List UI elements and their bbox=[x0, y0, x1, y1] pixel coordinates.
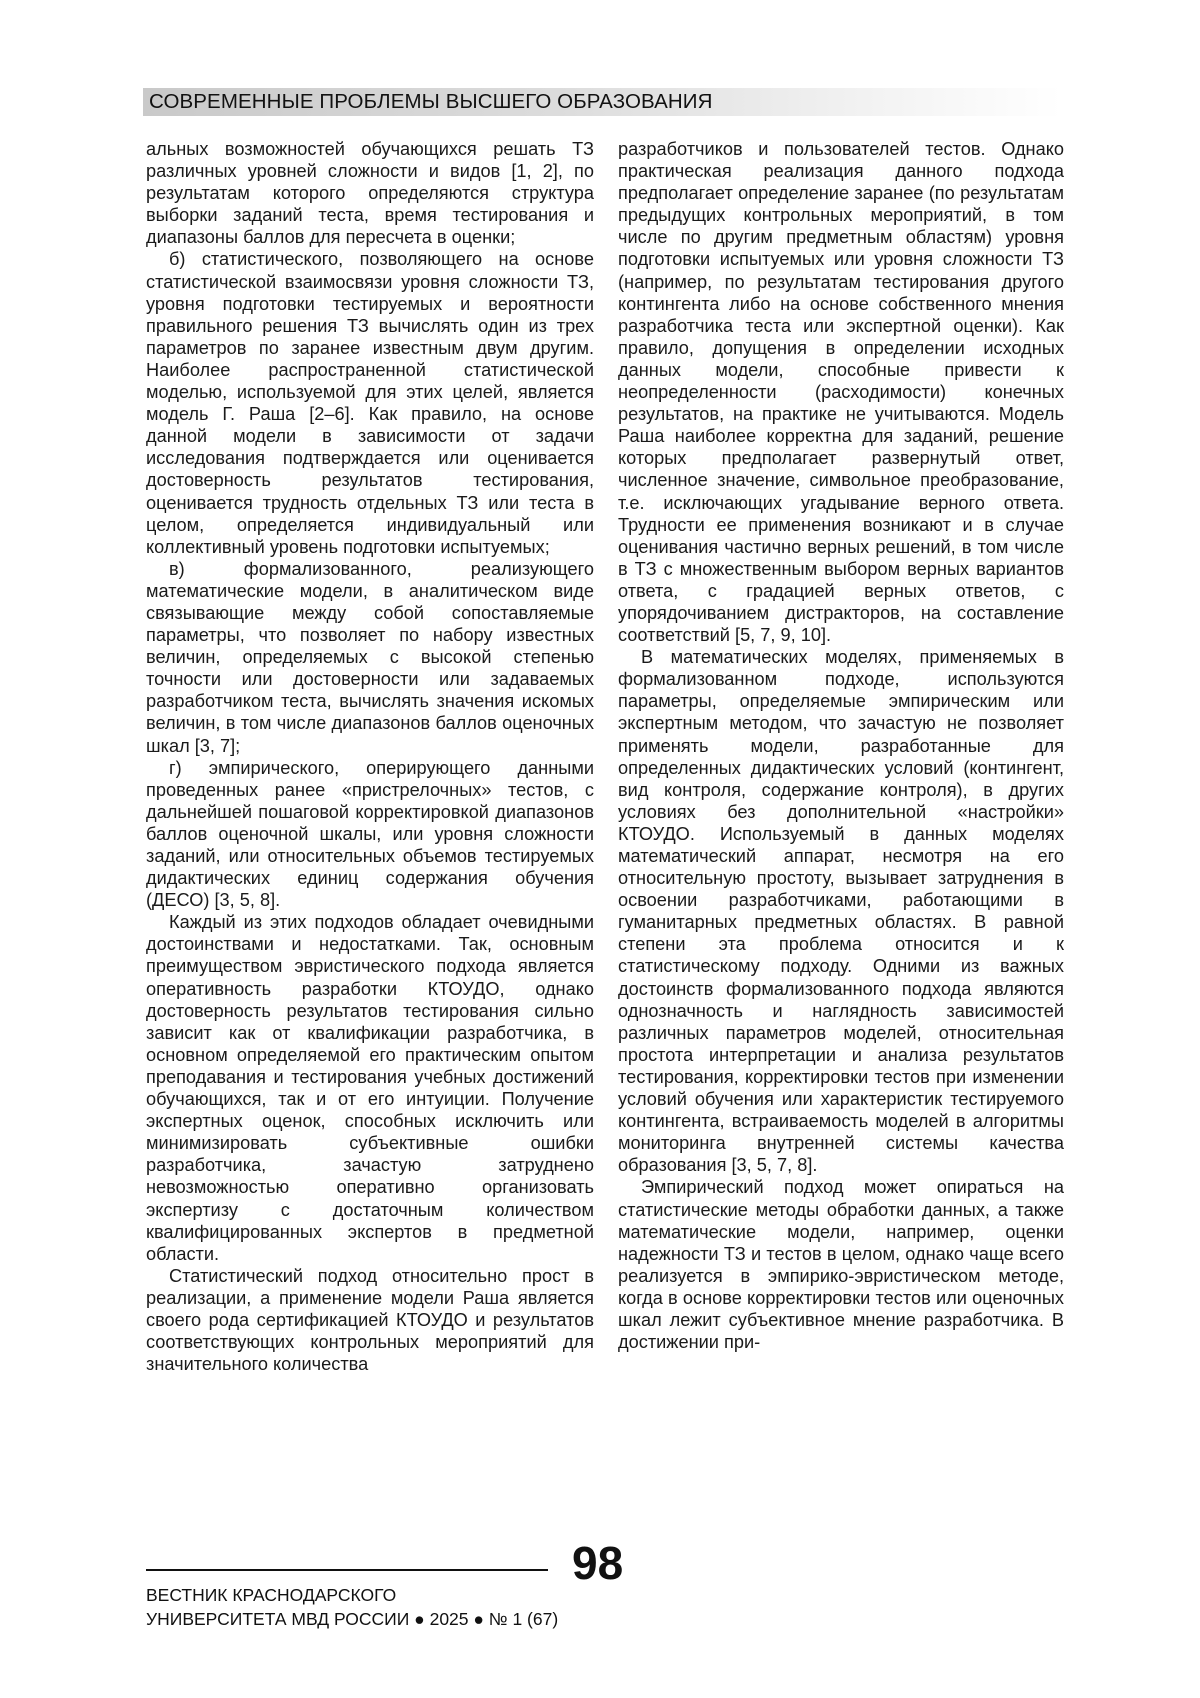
paragraph: Каждый из этих подходов обладает очевидными достоинствами и недостатками. Так, основным преимуществом эвристического подхода является оперативность разработки КТОУДО, однако достоверность результатов тестирования сильно зависит как от квалификации разработчика, в основном определяемой его практическим опытом преподавания и тестирования учебных достижений обучающихся, так и от его интуиции. Получение экспертных оценок, способных исключить или минимизировать субъективные ошибки разработчика, зачастую затруднено невозможностью оперативно организовать экспертизу с достаточным количеством квалифицированных экспертов в предметной области. bbox=[146, 912, 594, 1264]
journal-title-line: ВЕСТНИК КРАСНОДАРСКОГО bbox=[146, 1585, 397, 1605]
paragraph: Эмпирический подход может опираться на статистические методы обработки данных, а также математические модели, например, оценки надежности ТЗ и тестов в целом, однако чаще всего реализуется в эмпирико-эвристическом методе, когда в основе корректировки тестов или оценочных шкал лежит субъективное мнение разработчика. В достижении при- bbox=[618, 1177, 1064, 1353]
footer-rule bbox=[146, 1569, 548, 1571]
right-column bbox=[618, 138, 1064, 1353]
running-header: СОВРЕМЕННЫЕ ПРОБЛЕМЫ ВЫСШЕГО ОБРАЗОВАНИЯ bbox=[149, 90, 713, 113]
paragraph: альных возможностей обучающихся решать ТЗ различных уровней сложности и видов [1, 2], по результатам которого определяются структура выборки заданий теста, время тестирования и диапазоны баллов для пересчета в оценки; bbox=[146, 139, 594, 248]
paragraph: б) статистического, позволяющего на основе статистической взаимосвязи уровня сложности ТЗ, уровня подготовки тестируемых и вероятности правильного решения ТЗ вычислять один из трех параметров по заранее известным двум другим. Наиболее распространенной статистической моделью, используемой для этих целей, является модель Г. Раша [2–6]. Как правило, на основе данной модели в зависимости от задачи исследования подтверждается или оценивается достоверность результатов тестирования, оценивается трудность отдельных ТЗ или теста в целом, определяется индивидуальный или коллективный уровень подготовки испытуемых; bbox=[146, 249, 594, 557]
page-number: 98 bbox=[572, 1537, 624, 1589]
journal-title bbox=[146, 1583, 558, 1631]
paragraph: Статистический подход относительно прост в реализации, а применение модели Раша является своего рода сертификацией КТОУДО и результатов соответствующих контрольных мероприятий для значительного количества bbox=[146, 1265, 594, 1375]
running-header-bar bbox=[143, 88, 1062, 116]
journal-title-line: УНИВЕРСИТЕТА МВД РОССИИ ● 2025 ● № 1 (67) bbox=[146, 1609, 559, 1629]
paragraph: разработчиков и пользователей тестов. Однако практическая реализация данного подхода предполагает определение заранее (по результатам предыдущих контрольных мероприятий, в том числе по другим предметным областям) уровня подготовки испытуемых или уровня сложности ТЗ (например, по результатам тестирования другого контингента либо на основе собственного мнения разработчика теста или экспертной оценки). Как правило, допущения в определении исходных данных модели, способные привести к неопределенности (расходимости) конечных результатов, на практике не учитываются. Модель Раша наиболее корректна для заданий, решение которых предполагает развернутый ответ, численное значение, символьное преобразование, т.е. исключающих угадывание верного ответа. Трудности ее применения возникают и в случае оценивания частично верных решений, в том числе в ТЗ с множественным выбором верных вариантов ответа, с градацией верных ответов, с упорядочиванием дистракторов, на составление соответствий [5, 7, 9, 10]. bbox=[618, 139, 1064, 646]
paragraph: г) эмпирического, оперирующего данными проведенных ранее «пристрелочных» тестов, с дальнейшей пошаговой корректировкой диапазонов баллов оценочной шкалы, или уровня сложности заданий, или относительных объемов тестируемых дидактических единиц содержания обучения (ДЕСО) [3, 5, 8]. bbox=[146, 757, 594, 911]
paragraph: в) формализованного, реализующего математические модели, в аналитическом виде связывающие между собой сопоставляемые параметры, что позволяет по набору известных величин, определяемых с высокой степенью точности или достоверности или задаваемых разработчиком теста, вычислять значения искомых величин, в том числе диапазонов баллов оценочных шкал [3, 7]; bbox=[146, 558, 594, 756]
left-column bbox=[146, 138, 594, 1375]
paragraph: В математических моделях, применяемых в формализованном подходе, используются параметры, определяемые эмпирическим или экспертным методом, что зачастую не позволяет применять модели, разработанные для определенных дидактических условий (контингент, вид контроля, содержание контроля), в других условиях без дополнительной «настройки» КТОУДО. Используемый в данных моделях математический аппарат, несмотря на его относительную простоту, вызывает затруднения в освоении разработчиками, работающими в гуманитарных предметных областях. В равной степени эта проблема относится и к статистическому подходу. Одними из важных достоинств формализованного подхода являются однозначность и наглядность зависимостей различных параметров моделей, относительная простота интерпретации и анализа результатов тестирования, корректировки тестов при изменении условий обучения или характеристик тестируемого контингента, встраиваемость моделей в алгоритмы мониторинга внутренней системы качества образования [3, 5, 7, 8]. bbox=[618, 647, 1064, 1176]
